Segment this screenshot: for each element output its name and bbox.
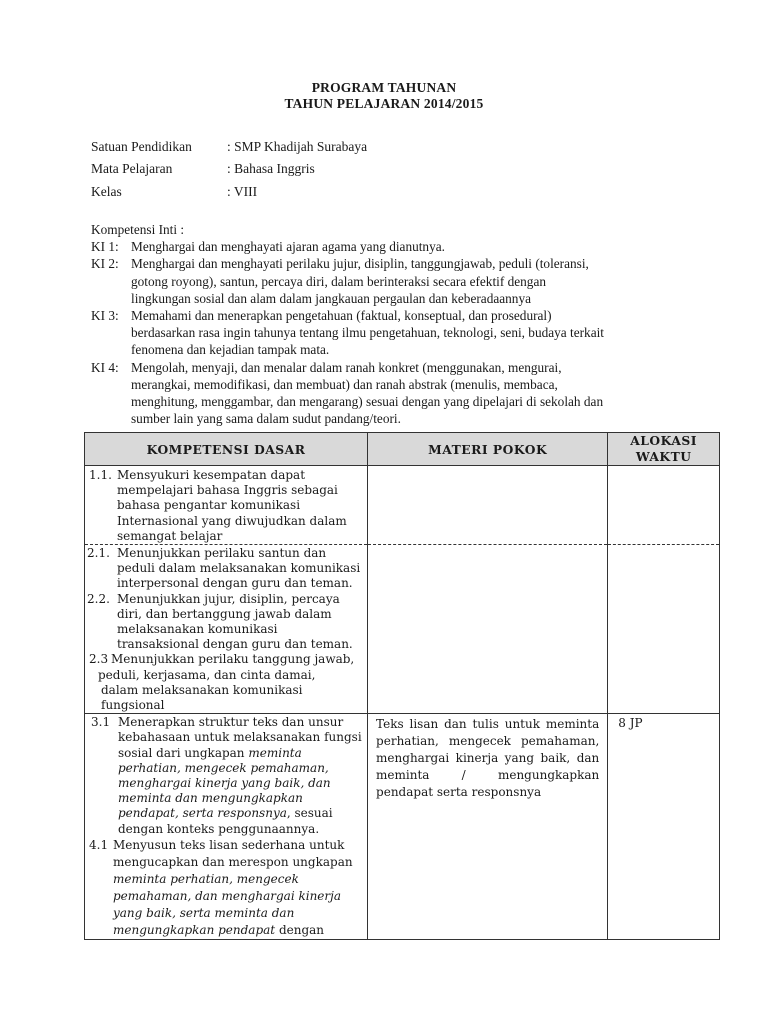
identity-label: Satuan Pendidikan [91, 139, 192, 154]
kd-number: 2.3 [89, 652, 109, 667]
kd-line: pemahaman, dan menghargai kinerja [113, 888, 342, 903]
kd-line: mengucapkan dan merespon ungkapan [113, 854, 353, 869]
header-materi-pokok: MATERI POKOK [368, 433, 608, 466]
ki-item [91, 307, 691, 359]
header-waktu-line: WAKTU [635, 449, 692, 464]
table-row [85, 466, 720, 545]
kd-line: mempelajari bahasa Inggris sebagai [117, 483, 338, 498]
kd-number: 3.1 [91, 715, 111, 730]
ki-line: gotong royong), santun, percaya diri, dalam berinteraksi secara efektif dengan [131, 273, 546, 289]
ki-line: lingkungan sosial dan alam dalam jangkauan pergaulan dan keberadaannya [131, 290, 531, 306]
identity-value: : Bahasa Inggris [227, 161, 315, 176]
kd-text: sosial dari ungkapan [118, 745, 245, 760]
kd-line: Menunjukkan perilaku santun dan [117, 546, 327, 561]
kd-line: kebahasaan untuk melaksanakan fungsi [118, 730, 362, 745]
header-kompetensi-dasar: KOMPETENSI DASAR [85, 433, 368, 466]
kd-line: semangat belajar [117, 528, 223, 543]
kd-italic-text: meminta [248, 745, 302, 760]
kd-item [85, 545, 367, 592]
kd-line: Menunjukkan jujur, disiplin, percaya [117, 591, 340, 606]
identity-row-subject [91, 161, 315, 177]
kd-item [85, 714, 367, 837]
kd-item [85, 837, 367, 939]
kd-line: Mensyukuri kesempatan dapat [117, 468, 306, 482]
ki-line: menghitung, menggambar, dan mengarang) sesuai dengan yang dipelajari di sekolah dan [131, 394, 604, 410]
ki-line: fenomena dan kejadian tampak mata. [131, 342, 330, 358]
materi-cell [368, 466, 608, 545]
kd-line: dengan konteks penggunaannya. [118, 821, 320, 836]
kd-item [85, 652, 367, 713]
identity-row-school [91, 139, 367, 155]
kd-item [85, 466, 367, 544]
kd-number: 2.2. [87, 591, 110, 606]
identity-value: : SMP Khadijah Surabaya [227, 139, 368, 154]
competency-table [84, 432, 720, 940]
kd-line [118, 746, 367, 761]
kd-line: meminta dan mengungkapkan [118, 791, 303, 806]
ki-item [91, 359, 691, 428]
materi-text: Teks lisan dan tulis untuk meminta perhatian, mengecek pemahaman, menghargai kinerja yang baik, dan meminta / mengungkapkan pendapat serta responsnya [376, 717, 600, 800]
document-title: PROGRAM TAHUNAN [311, 80, 457, 95]
kd-line: Menerapkan struktur teks dan unsur [118, 715, 344, 730]
kd-number: 1.1. [89, 468, 112, 482]
identity-label: Kelas [91, 184, 122, 199]
kd-line [113, 922, 367, 939]
kd-line: transaksional dengan guru dan teman. [117, 637, 353, 652]
document-subtitle: TAHUN PELAJARAN 2014/2015 [284, 96, 484, 111]
ki-line: Menghargai dan menghayati perilaku jujur, disiplin, tanggungjawab, peduli (toleransi, [131, 256, 589, 272]
kd-line: bahasa pengantar komunikasi [117, 498, 301, 513]
alokasi-value: 8 JP [618, 716, 643, 731]
header-alokasi-line: ALOKASI [630, 433, 698, 448]
kd-line: melaksanakan komunikasi [117, 622, 278, 637]
ki-number: KI 3: [91, 308, 119, 324]
kd-line: meminta perhatian, mengecek [113, 871, 299, 886]
materi-cell [368, 545, 608, 714]
table-row [85, 714, 720, 940]
ki-line: merangkai, memodifikasi, dan membuat) dan ranah abstrak (menulis, membaca, [131, 376, 558, 392]
ki-line: berdasarkan rasa ingin tahunya tentang ilmu pengetahuan, teknologi, seni, budaya terkait [131, 325, 604, 341]
kd-line: menghargai kinerja yang baik, dan [118, 776, 331, 791]
alokasi-cell [608, 545, 720, 714]
header-alokasi-waktu [608, 433, 720, 466]
ki-number: KI 2: [91, 256, 119, 272]
identity-value: : VIII [227, 184, 258, 199]
identity-label: Mata Pelajaran [91, 161, 173, 176]
kd-cell [85, 545, 368, 714]
kd-line: Internasional yang diwujudkan dalam [117, 513, 347, 528]
kd-cell [85, 466, 368, 545]
kd-item [85, 592, 367, 653]
kd-line: Menunjukkan perilaku tanggung jawab, [111, 652, 355, 667]
kompetensi-inti-section [91, 221, 691, 427]
ki-line: Memahami dan menerapkan pengetahuan (faktual, konseptual, dan prosedural) [131, 308, 552, 324]
alokasi-cell [608, 714, 720, 940]
ki-line: sumber lain yang sama dalam sudut pandang/teori. [131, 411, 401, 427]
kd-italic-text: pendapat, serta responsnya [118, 806, 287, 821]
kd-cell [85, 714, 368, 940]
kd-line: fungsional [101, 698, 165, 713]
materi-cell [368, 714, 608, 940]
kd-text: , sesuai [286, 806, 333, 821]
kd-line: interpersonal dengan guru dan teman. [117, 576, 353, 591]
kd-number: 4.1 [89, 837, 109, 852]
kd-line: dalam melaksanakan komunikasi [101, 682, 303, 697]
alokasi-cell [608, 466, 720, 545]
table-row [85, 545, 720, 714]
kd-number: 2.1. [87, 546, 110, 561]
kompetensi-inti-heading: Kompetensi Inti : [91, 222, 185, 237]
kd-line: yang baik, serta meminta dan [113, 905, 295, 920]
identity-row-class [91, 184, 257, 200]
kd-line: peduli dalam melaksanakan komunikasi [117, 561, 361, 576]
ki-line: Menghargai dan menghayati ajaran agama yang dianutnya. [131, 239, 445, 255]
kd-line: perhatian, mengecek pemahaman, [118, 760, 329, 775]
ki-number: KI 1: [91, 239, 119, 255]
kd-line: diri, dan bertanggung jawab dalam [117, 606, 332, 621]
ki-number: KI 4: [91, 359, 119, 375]
kd-line: peduli, kerjasama, dan cinta damai, [98, 667, 316, 682]
kd-line [118, 806, 367, 821]
kd-italic-text: mengungkapkan pendapat [113, 922, 276, 937]
table-header-row [85, 433, 720, 466]
ki-item [91, 255, 691, 307]
kd-text: dengan [275, 922, 325, 937]
kd-line: Menyusun teks lisan sederhana untuk [113, 837, 345, 852]
ki-item [91, 238, 691, 255]
ki-line: Mengolah, menyaji, dan menalar dalam ranah konkret (menggunakan, mengurai, [131, 359, 562, 375]
